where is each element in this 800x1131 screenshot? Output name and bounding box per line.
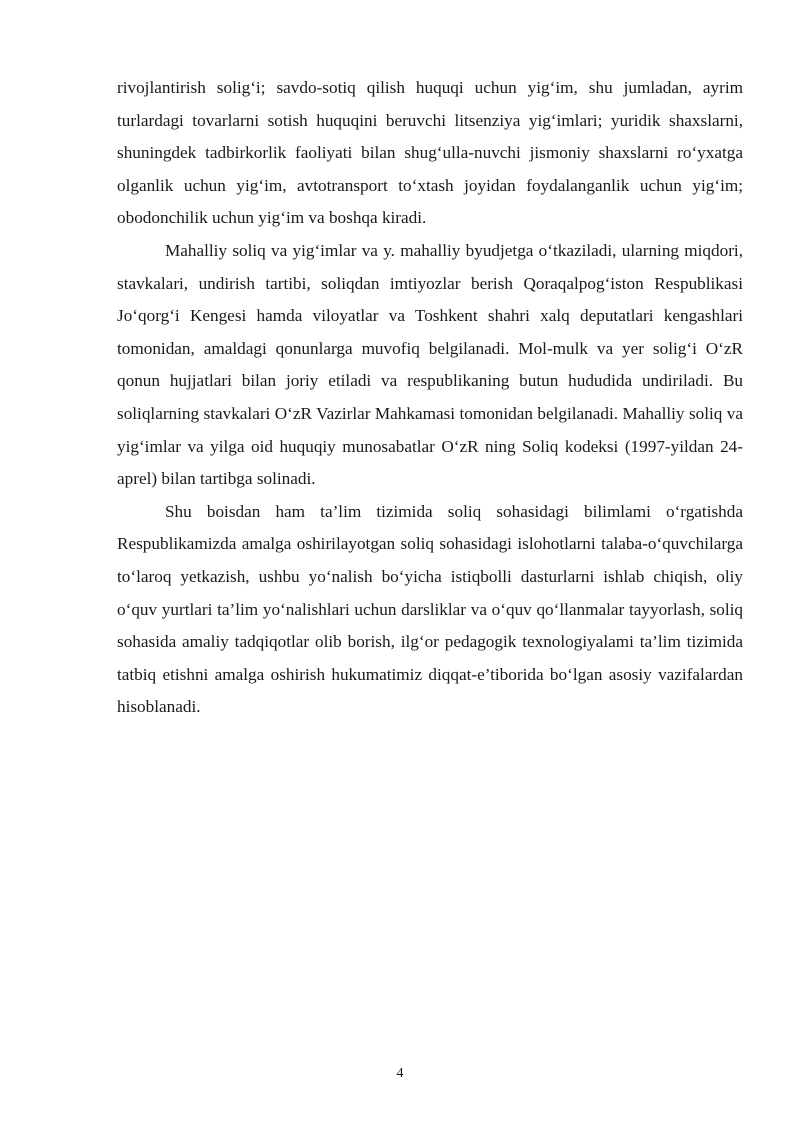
paragraph-1: rivojlantirish solig‘i; savdo-sotiq qilish huquqi uchun yig‘im, shu jumladan, ayrim turlardagi tovarlarni sotish huquqini beruvchi litsenziya yig‘imlari; yuridik shaxslarni, shuningdek tadbirkorlik faoliyati bilan shug‘ulla-nuvchi jismoniy shaxslarni ro‘yxatga olganlik uchun yig‘im, avtotransport to‘xtash joyidan foydalanganlik uchun yig‘im; obodonchilik uchun yig‘im va boshqa kiradi.: [117, 78, 743, 228]
paragraph-2: Mahalliy soliq va yig‘imlar va y. mahalliy byudjetga o‘tkaziladi, ularning miqdori, stavkalari, undirish tartibi, soliqdan imtiyozlar berish Qoraqalpog‘iston Respublikasi Jo‘qorg‘i Kengesi hamda viloyatlar va Toshkent shahri xalq deputatlari kengashlari tomonidan, amaldagi qonunlarga muvofiq belgilanadi. Mol-mulk va yer solig‘i O‘zR qonun hujjatlari bilan joriy etiladi va respublikaning butun hududida undiriladi. Bu soliqlarning stavkalari O‘zR Vazirlar Mahkamasi tomonidan belgilanadi. Mahalliy soliq va yig‘imlar va yilga oid huquqiy munosabatlar O‘zR ning Soliq kodeksi (1997-yildan 24-aprel) bilan tartibga solinadi.: [117, 240, 743, 489]
body-text: [117, 72, 743, 724]
page-number: 4: [396, 1066, 404, 1081]
paragraph-3: Shu boisdan ham ta’lim tizimida soliq sohasidagi bilimlami o‘rgatishda Respublikamizda amalga oshirilayotgan soliq sohasidagi islohotlarni talaba-o‘quvchilarga to‘laroq yetkazish, ushbu yo‘nalish bo‘yicha istiqbolli dasturlarni ishlab chiqish, oliy o‘quv yurtlari ta’lim yo‘nalishlari uchun darsliklar va o‘quv qo‘llanmalar tayyorlash, soliq sohasida amaliy tadqiqotlar olib borish, ilg‘or pedagogik texnologiyalami ta’lim tizimida tatbiq etishni amalga oshirish hukumatimiz diqqat-e’tiborida bo‘lgan asosiy vazifalardan hisoblanadi.: [117, 501, 743, 717]
